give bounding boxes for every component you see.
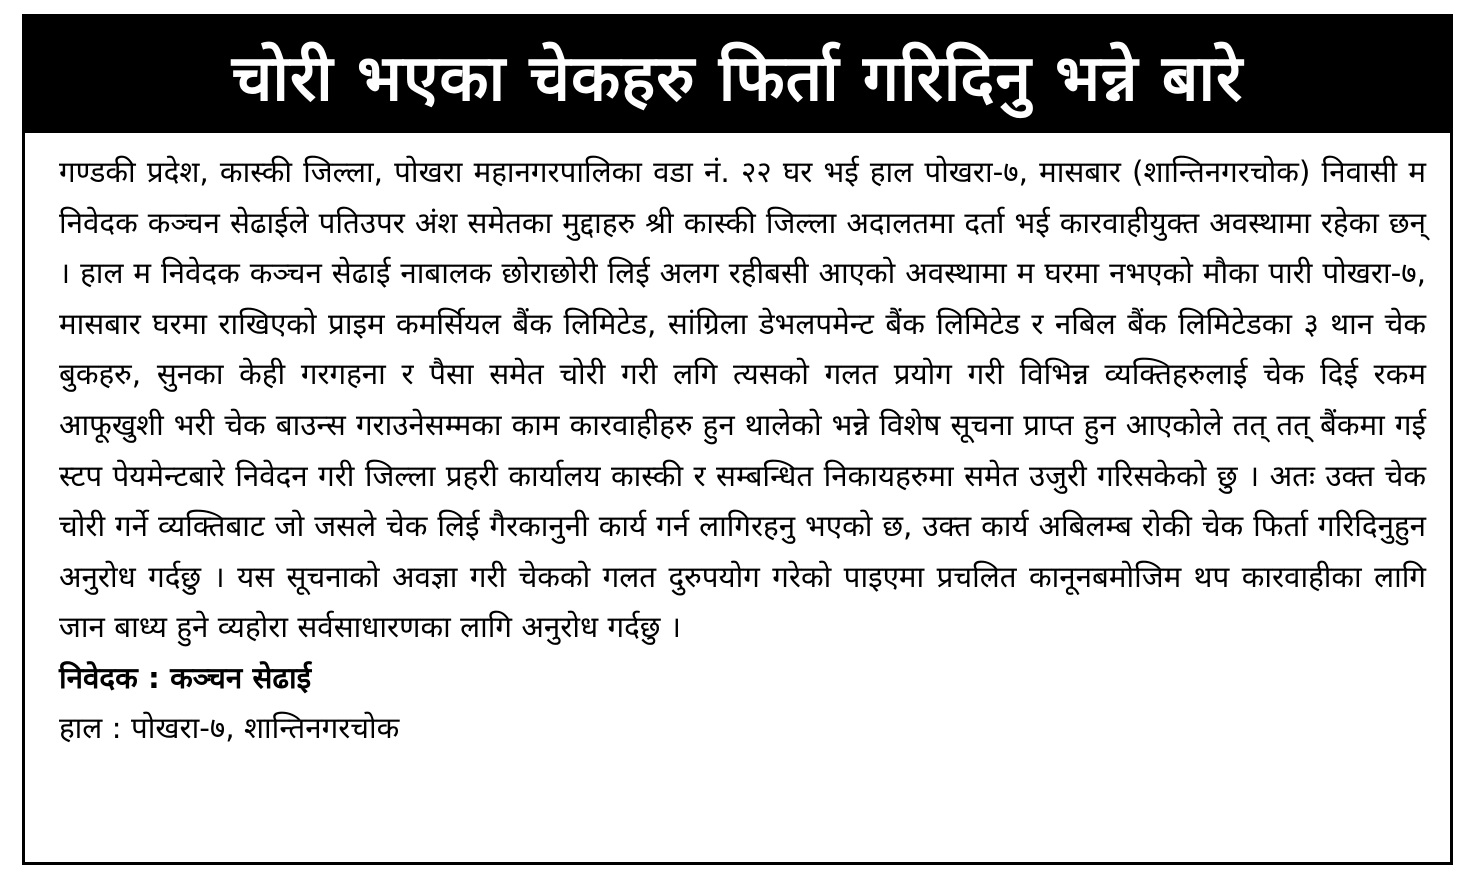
applicant-address: हाल : पोखरा-७, शान्तिनगरचोक [59, 710, 400, 745]
notice-title: चोरी भएका चेकहरु फिर्ता गरिदिनु भन्ने बारे [231, 41, 1244, 116]
notice-body [25, 133, 1450, 753]
applicant-name: निवेदक : कञ्चन सेढाई [59, 660, 312, 695]
public-notice [22, 14, 1453, 865]
notice-title-bar [25, 17, 1450, 133]
notice-paragraph: गण्डकी प्रदेश, कास्की जिल्ला, पोखरा महानगरपालिका वडा नं. २२ घर भई हाल पोखरा-७, मासबार (शान्तिनगरचोक) निवासी म निवेदक कञ्चन सेढाईले पतिउपर अंश समेतका मुद्दाहरु श्री कास्की जिल्ला अदालतमा दर्ता भई कारवाहीयुक्त अवस्थामा रहेका छन् । हाल म निवेदक कञ्चन सेढाई नाबालक छोराछोरी लिई अलग रहीबसी आएको अवस्थामा म घरमा नभएको मौका पारी पोखरा-७, मासबार घरमा राखिएको प्राइम कमर्सियल बैंक लिमिटेड, सांग्रिला डेभलपमेन्ट बैंक लिमिटेड र नबिल बैंक लिमिटेडका ३ थान चेक बुकहरु, सुनका केही गरगहना र पैसा समेत चोरी गरी लगि त्यसको गलत प्रयोग गरी विभिन्न व्यक्तिहरुलाई चेक दिई रकम आफूखुशी भरी चेक बाउन्स गराउनेसम्मका काम कारवाहीहरु हुन थालेको भन्ने विशेष सूचना प्राप्त हुन आएकोले तत् तत् बैंकमा गई स्टप पेयमेन्टबारे निवेदन गरी जिल्ला प्रहरी कार्यालय कास्की र सम्बन्धित निकायहरुमा समेत उजुरी गरिसकेको छु । अतः उक्त चेक चोरी गर्ने व्यक्तिबाट जो जसले चेक लिई गैरकानुनी कार्य गर्न लागिरहनु भएको छ, उक्त कार्य अबिलम्ब रोकी चेक फिर्ता गरिदिनुहुन अनुरोध गर्दछु । यस सूचनाको अवज्ञा गरी चेकको गलत दुरुपयोग गरेको पाइएमा प्रचलित कानूनबमोजिम थप कारवाहीका लागि जान बाध्य हुने व्यहोरा सर्वसाधारणका लागि अनुरोध गर्दछु । [59, 155, 1426, 645]
